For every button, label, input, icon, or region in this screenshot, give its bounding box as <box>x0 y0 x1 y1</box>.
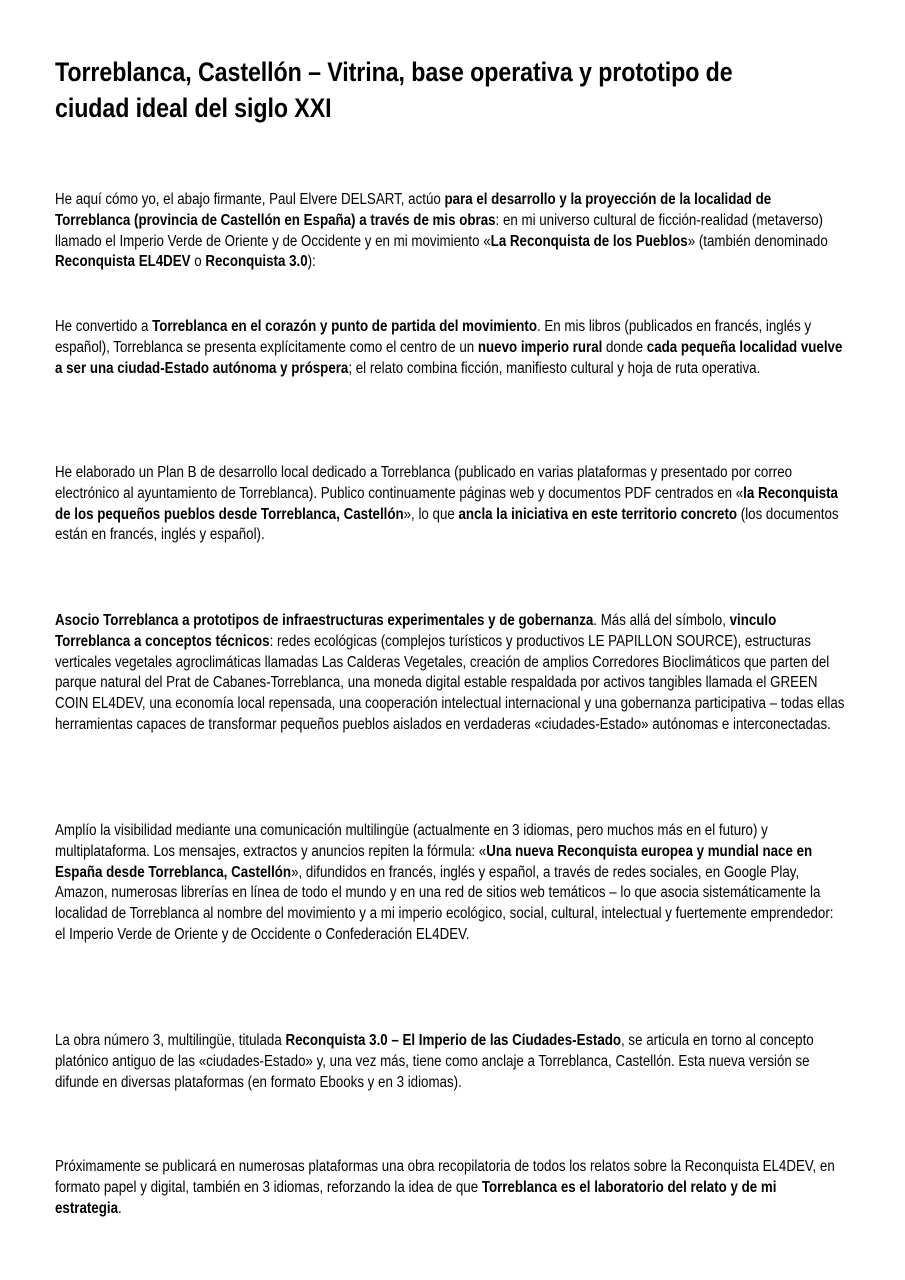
paragraph <box>55 821 846 946</box>
paragraph <box>55 1031 846 1093</box>
bold-text-run: Reconquista EL4DEV <box>55 253 191 271</box>
text-run: ; el relato combina ficción, manifiesto cultural y hoja de ruta operativa. <box>348 359 761 377</box>
bold-text-run: Reconquista 3.0 – El Imperio de las Ciudades-Estado <box>285 1032 622 1049</box>
text-run: , se articula en torno al concepto platónico antiguo de las «ciudades-Estado» y, una vez más, tiene como anclaje a Torreblanca, Castellón. Esta nueva versión se difunde en diversas plataformas (en formato Ebooks y en 3 idiomas). <box>55 1032 814 1091</box>
text-run: He aquí cómo yo, el abajo firmante, Paul Elvere DELSART, actúo <box>55 191 445 208</box>
bold-text-run: ancla la iniciativa en este territorio concreto <box>458 505 738 523</box>
text-run: . En mis libros (publicados en francés, inglés y español), Torreblanca se presenta explícitamente como el centro de un <box>55 318 812 356</box>
bold-text-run: para el desarrollo y la proyección de la localidad de Torreblanca (provincia de Castellón en España) a través de mis obras <box>55 191 772 229</box>
text-run: », lo que <box>403 505 459 523</box>
bold-text-run: la Reconquista de los pequeños pueblos desde Torreblanca, Castellón <box>55 484 838 523</box>
text-run: La obra número 3, multilingüe, titulada <box>55 1032 286 1049</box>
text-run: Amplío la visibilidad mediante una comunicación multilingüe (actualmente en 3 idiomas, pero muchos más en el futuro) y multiplataforma. Los mensajes, extractos y anuncios repiten la fórmula: « <box>55 822 768 860</box>
paragraph <box>55 611 846 736</box>
bold-text-run: vinculo Torreblanca a conceptos técnicos <box>55 612 777 650</box>
text-run: », difundidos en francés, inglés y español, a través de redes sociales, en Google Play, Amazon, numerosas librerías en línea de todo el mundo y en una red de sitios web temáticos – lo que asocia sistemáticamente la localidad de Torreblanca al nombre del movimiento y a mi imperio ecológico, social, cultural, intelectual y fuertemente emprendedor: el Imperio Verde de Oriente y de Occidente o Confederación EL4DEV. <box>55 863 834 943</box>
bold-text-run: Torreblanca es el laboratorio del relato y de mi estrategia <box>55 1178 777 1217</box>
document-title: Torreblanca, Castellón – Vitrina, base operativa y prototipo de ciudad ideal del siglo XXI <box>55 57 733 123</box>
text-run: (los documentos están en francés, inglés y español). <box>55 505 839 544</box>
text-run: ): <box>307 253 316 271</box>
bold-text-run: La Reconquista de los Pueblos <box>490 232 688 250</box>
bold-text-run: Asocio Torreblanca a prototipos de infraestructuras experimentales y de gobernanza <box>55 612 594 629</box>
text-run: Próximamente se publicará en numerosas plataformas una obra recopilatoria de todos los relatos sobre la Reconquista EL4DEV, en formato papel y digital, también en 3 idiomas, reforzando la idea de que <box>55 1158 835 1196</box>
text-run: » (también denominado <box>687 232 828 250</box>
text-run: . <box>117 1199 122 1217</box>
text-run: : en mi universo cultural de ficción-realidad (metaverso) llamado el Imperio Verde de Oriente y de Occidente y en mi movimiento « <box>55 211 824 250</box>
paragraph <box>55 463 846 546</box>
bold-text-run: Reconquista 3.0 <box>205 253 308 271</box>
paragraph <box>55 190 846 273</box>
bold-text-run: Torreblanca en el corazón y punto de partida del movimiento <box>152 318 537 335</box>
text-run: He elaborado un Plan B de desarrollo local dedicado a Torreblanca (publicado en varias plataformas y presentado por correo electrónico al ayuntamiento de Torreblanca). Publico continuamente páginas web y documentos PDF centrados en « <box>55 464 793 502</box>
bold-text-run: Una nueva Reconquista europea y mundial nace en España desde Torreblanca, Castellón <box>55 842 813 881</box>
bold-text-run: cada pequeña localidad vuelve a ser una ciudad-Estado autónoma y próspera <box>55 338 843 377</box>
bold-text-run: nuevo imperio rural <box>477 338 603 356</box>
text-run: . Más allá del símbolo, <box>593 612 730 629</box>
text-run: o <box>190 253 206 271</box>
text-run: : redes ecológicas (complejos turísticos y productivos LE PAPILLON SOURCE), estructuras verticales vegetales agroclimáticas llamadas Las Calderas Vegetales, creación de amplios Corredores Bioclimáticos que parten del parque natural del Prat de Cabanes-Torreblanca, una moneda digital estable respaldada por activos tangibles llamada el GREEN COIN EL4DEV, una economía local repensada, una cooperación intelectual internacional y una gobernanza participativa – todas ellas herramientas capaces de transformar pequeños pueblos aislados en verdaderas «ciudades-Estado» autónomas e interconectadas. <box>55 632 845 733</box>
text-run: He convertido a <box>55 318 153 335</box>
text-run: donde <box>602 338 647 356</box>
paragraph <box>55 1157 846 1219</box>
paragraph <box>55 317 846 379</box>
